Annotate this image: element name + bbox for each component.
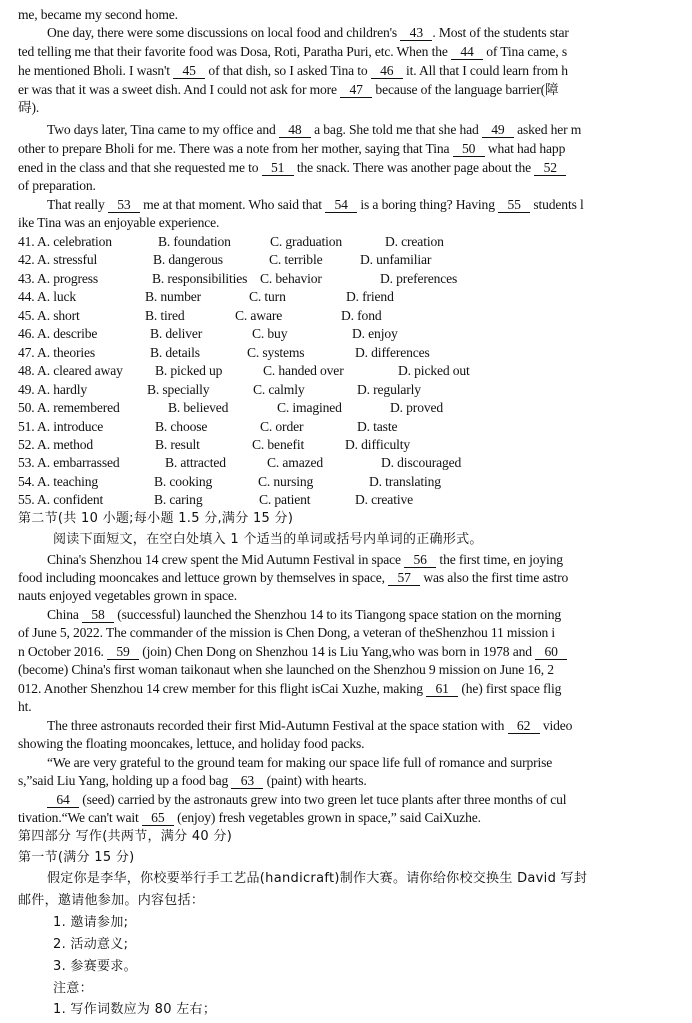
blank-number: 49: [482, 123, 514, 138]
option-choice: 42. A. stressful: [18, 252, 98, 268]
writing-content-item: 3. 参赛要求。: [53, 959, 137, 974]
writing-prompt-line: 假定你是李华，你校要举行手工艺品(handicraft)制作大赛。请你给你校交换生 David 写封: [47, 871, 588, 886]
option-choice: C. calmly: [253, 381, 305, 397]
text-segment: it. All that I could learn from h: [402, 63, 568, 78]
text-segment: of that dish, so I asked Tina to: [205, 63, 371, 78]
option-choice: 41. A. celebration: [18, 234, 112, 249]
option-choice: 45. A. short: [18, 307, 80, 323]
passage2-line: [47, 606, 561, 624]
text-segment: was also the first time astro: [420, 570, 569, 585]
passage1-line: [18, 6, 178, 24]
passage1-line: [18, 62, 568, 80]
text-segment: One day, there were some discussions on local food and children's: [47, 25, 401, 40]
option-choice: D. translating: [369, 473, 441, 489]
subsection-heading: 第一节(满分 15 分): [18, 850, 135, 865]
text-segment: the first time, en joying: [436, 552, 563, 567]
section-heading: 第二节(共 10 小题;每小题 1.5 分,满分 15 分): [18, 511, 294, 526]
option-choice: C. benefit: [252, 436, 305, 452]
part-heading: 第四部分 写作(共两节，满分 40 分): [18, 829, 233, 844]
text-segment: 碍).: [18, 100, 40, 115]
blank-number: 50: [453, 142, 485, 157]
option-choice: D. picked out: [398, 363, 470, 379]
option-choice: B. believed: [168, 400, 229, 416]
option-choice: C. patient: [259, 492, 311, 508]
option-choice: B. responsibilities: [152, 270, 248, 286]
text-segment: is a boring thing? Having: [357, 197, 499, 212]
blank-number: 65: [142, 811, 174, 826]
text-segment: food including mooncakes and lettuce grown by themselves in space,: [18, 570, 389, 585]
option-choice: 46. A. describe: [18, 326, 98, 342]
passage1-line: [18, 214, 219, 232]
option-choice: C. order: [260, 418, 304, 434]
blank-number: 51: [262, 161, 294, 176]
option-choice: D. differences: [355, 344, 430, 360]
option-choice: 53. A. embarrassed: [18, 455, 120, 471]
option-choice: C. amazed: [267, 455, 324, 471]
text-segment: video: [539, 718, 573, 733]
text-segment: (become) China's first woman taikonaut when she launched on the Shenzhou 9 mission on June 16, 2: [18, 662, 554, 677]
text-segment: . Most of the students star: [432, 25, 569, 40]
blank-number: 44: [451, 45, 483, 60]
option-choice: B. number: [145, 289, 202, 305]
option-choice: D. preferences: [380, 270, 458, 286]
blank-number: 54: [325, 198, 357, 213]
text-segment: n October 2016.: [18, 644, 107, 659]
passage1-line: [18, 81, 558, 99]
blank-number: 48: [279, 123, 311, 138]
option-choice: 48. A. cleared away: [18, 363, 123, 379]
text-segment: students l: [530, 197, 584, 212]
text-segment: (paint) with hearts.: [263, 773, 367, 788]
note-item: 1. 写作词数应为 80 左右；: [53, 1002, 217, 1017]
text-segment: Two days later, Tina came to my office and: [47, 122, 279, 137]
option-choice: C. graduation: [270, 234, 343, 249]
passage2-line: [47, 717, 572, 735]
option-choice: B. specially: [147, 381, 210, 397]
option-choice: 52. A. method: [18, 436, 94, 452]
option-choice: 55. A. confident: [18, 492, 104, 508]
passage1-line: [47, 24, 569, 42]
passage1-line: [47, 196, 584, 214]
passage2-line: [18, 624, 555, 642]
passage2-line: [47, 754, 552, 772]
passage1-line: [18, 99, 39, 117]
option-choice: 44. A. luck: [18, 289, 77, 305]
option-choice: 43. A. progress: [18, 270, 99, 286]
blank-number: 53: [108, 198, 140, 213]
option-choice: C. turn: [249, 289, 286, 305]
option-choice: C. behavior: [260, 270, 322, 286]
text-segment: 012. Another Shenzhou 14 crew member for this flight isCai Xuzhe, making: [18, 681, 427, 696]
passage2-line: [18, 680, 561, 698]
option-choice: B. picked up: [155, 363, 223, 379]
option-choice: D. creation: [385, 234, 444, 249]
option-choice: 51. A. introduce: [18, 418, 104, 434]
text-segment: That really: [47, 197, 108, 212]
option-choice: D. enjoy: [352, 326, 398, 342]
text-segment: me at that moment. Who said that: [139, 197, 326, 212]
blank-number: 59: [107, 645, 139, 660]
blank-number: 46: [371, 64, 403, 79]
text-segment: of June 5, 2022. The commander of the mission is Chen Dong, a veteran of theShenzhou 11 mission i: [18, 625, 556, 640]
text-segment: ted telling me that their favorite food was Dosa, Roti, Paratha Puri, etc. When the: [18, 44, 451, 59]
option-choice: B. caring: [154, 492, 203, 508]
text-segment: ened in the class and that she requested me to: [18, 160, 262, 175]
option-choice: D. taste: [357, 418, 398, 434]
text-segment: tivation.“We can't wait: [18, 810, 142, 825]
option-choice: B. result: [155, 436, 200, 452]
passage1-line: [18, 43, 567, 61]
passage2-line: [18, 587, 237, 605]
option-choice: B. attracted: [165, 455, 226, 471]
option-choice: B. tired: [145, 307, 185, 323]
option-choice: 47. A. theories: [18, 344, 96, 360]
writing-prompt-line: 邮件，邀请他参加。内容包括：: [18, 893, 205, 908]
writing-content-item: 2. 活动意义;: [53, 937, 129, 952]
option-choice: 50. A. remembered: [18, 400, 120, 416]
text-segment: asked her m: [513, 122, 582, 137]
option-choice: C. imagined: [277, 400, 342, 416]
text-segment: other to prepare Bholi for me. There was a note from her mother, saying that Tina: [18, 141, 453, 156]
text-segment: (enjoy) fresh vegetables grown in space,” said CaiXuzhe.: [173, 810, 481, 825]
option-choice: D. difficulty: [345, 436, 411, 452]
note-label: 注意：: [53, 981, 93, 996]
option-choice: C. terrible: [269, 252, 323, 268]
text-segment: er was that it was a sweet dish. And I could not ask for more: [18, 82, 341, 97]
text-segment: (join) Chen Dong on Shenzhou 14 is Liu Yang,who was born in 1978 and: [138, 644, 536, 659]
option-choice: D. friend: [346, 289, 394, 305]
text-segment: showing the floating mooncakes, lettuce, and holiday food packs.: [18, 736, 365, 751]
text-segment: (seed) carried by the astronauts grew into two green let tuce plants after three months of cul: [79, 792, 567, 807]
text-segment: s,”said Liu Yang, holding up a food bag: [18, 773, 232, 788]
blank-number: 56: [404, 553, 436, 568]
text-segment: nauts enjoyed vegetables grown in space.: [18, 588, 237, 603]
text-segment: a bag. She told me that she had: [310, 122, 482, 137]
option-choice: B. foundation: [158, 234, 231, 249]
text-segment: what had happ: [484, 141, 566, 156]
passage1-line: [47, 121, 581, 139]
option-choice: C. nursing: [258, 473, 314, 489]
blank-number: 55: [498, 198, 530, 213]
text-segment: “We are very grateful to the ground team for making our space life full of romance and surprise: [47, 755, 553, 770]
blank-number: 61: [426, 682, 458, 697]
blank-number: 57: [388, 571, 420, 586]
text-segment: ike Tina was an enjoyable experience.: [18, 215, 220, 230]
text-segment: (successful) launched the Shenzhou 14 to its Tiangong space station on the morning: [113, 607, 562, 622]
blank-number: 58: [82, 608, 114, 623]
text-segment: China's Shenzhou 14 crew spent the Mid Autumn Festival in space: [47, 552, 405, 567]
writing-content-item: 1. 邀请参加;: [53, 915, 129, 930]
text-segment: of preparation.: [18, 178, 96, 193]
option-choice: B. dangerous: [153, 252, 223, 268]
passage1-line: [18, 177, 96, 195]
option-choice: D. regularly: [357, 381, 421, 397]
passage1-line: [18, 159, 566, 177]
passage2-line: [18, 661, 554, 679]
passage2-line: [18, 698, 32, 716]
passage2-line: [18, 569, 568, 587]
blank-number: 43: [400, 26, 432, 41]
blank-number: 63: [231, 774, 263, 789]
option-choice: C. systems: [247, 344, 305, 360]
blank-number: 60: [535, 645, 567, 660]
option-choice: D. unfamiliar: [360, 252, 432, 268]
blank-number: 62: [508, 719, 540, 734]
option-choice: B. choose: [155, 418, 208, 434]
blank-number: 45: [173, 64, 205, 79]
passage1-line: [18, 140, 565, 158]
passage2-line: [18, 643, 567, 661]
text-segment: me, became my second home.: [18, 7, 178, 22]
text-segment: because of the language barrier(障: [372, 82, 559, 97]
passage2-line: [18, 772, 367, 790]
passage2-line: [47, 551, 563, 569]
blank-number: 64: [47, 793, 79, 808]
option-choice: D. discouraged: [381, 455, 462, 471]
passage2-line: [47, 791, 566, 809]
section-instruction: 阅读下面短文，在空白处填入 1 个适当的单词或括号内单词的正确形式。: [53, 532, 483, 547]
blank-number: 52: [534, 161, 566, 176]
passage2-line: [18, 735, 364, 753]
option-choice: B. cooking: [154, 473, 213, 489]
text-segment: The three astronauts recorded their first Mid-Autumn Festival at the space station with: [47, 718, 508, 733]
passage2-line: [18, 809, 481, 827]
text-segment: ht.: [18, 699, 32, 714]
text-segment: he mentioned Bholi. I wasn't: [18, 63, 174, 78]
option-choice: B. deliver: [150, 326, 203, 342]
option-choice: D. fond: [341, 307, 382, 323]
option-choice: D. creative: [355, 492, 413, 508]
text-segment: of Tina came, s: [482, 44, 568, 59]
blank-number: 47: [340, 83, 372, 98]
option-choice: C. handed over: [263, 363, 344, 379]
option-choice: C. buy: [252, 326, 288, 342]
option-choice: 49. A. hardly: [18, 381, 88, 397]
text-segment: China: [47, 607, 82, 622]
option-choice: 54. A. teaching: [18, 473, 99, 489]
option-choice: D. proved: [390, 400, 444, 416]
text-segment: the snack. There was another page about the: [293, 160, 535, 175]
option-choice: B. details: [150, 344, 200, 360]
text-segment: (he) first space flig: [458, 681, 562, 696]
option-choice: C. aware: [235, 307, 283, 323]
